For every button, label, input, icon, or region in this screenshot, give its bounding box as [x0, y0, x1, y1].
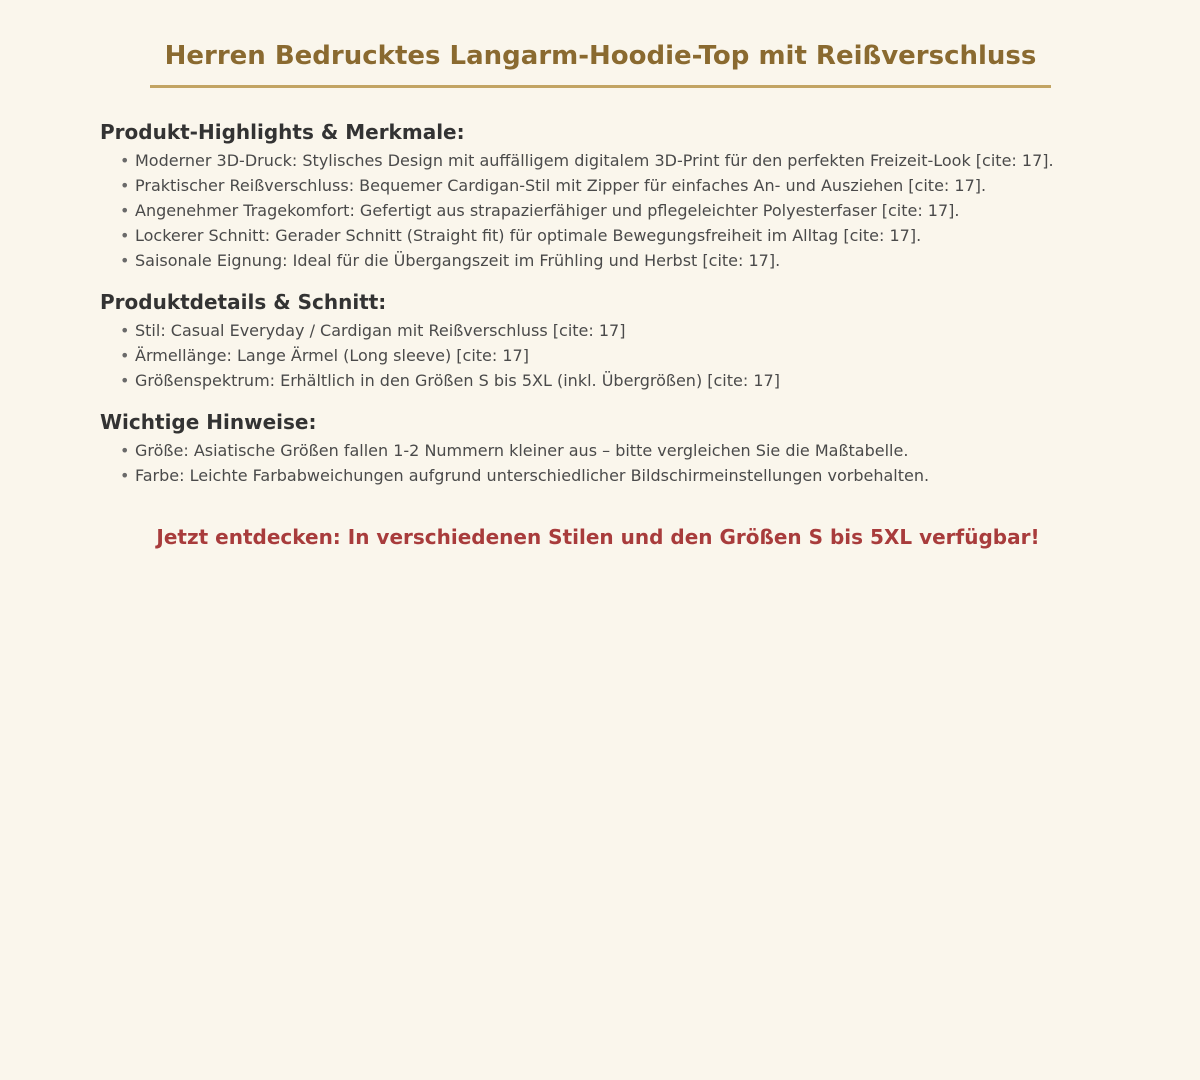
- list-item-text: Praktischer Reißverschluss: Bequemer Cardigan-Stil mit Zipper für einfaches An- und Ausziehen [cite: 17].: [135, 176, 987, 195]
- bullet-icon: •: [120, 371, 130, 390]
- list-item: [120, 223, 1100, 248]
- bullet-icon: •: [120, 466, 130, 485]
- call-to-action: [0, 523, 1200, 551]
- bullet-icon: •: [120, 251, 130, 270]
- list-item-text: Saisonale Eignung: Ideal für die Übergangszeit im Frühling und Herbst [cite: 17].: [135, 251, 781, 270]
- list-item: [120, 463, 1100, 488]
- list-item-text: Stil: Casual Everyday / Cardigan mit Reißverschluss [cite: 17]: [135, 321, 626, 340]
- list-item-text: Größe: Asiatische Größen fallen 1-2 Nummern kleiner aus – bitte vergleichen Sie die Maßtabelle.: [135, 441, 909, 460]
- list-item: [120, 343, 1100, 368]
- page-title: Herren Bedrucktes Langarm-Hoodie-Top mit Reißverschluss: [164, 41, 1037, 71]
- list-item-text: Größenspektrum: Erhältlich in den Größen S bis 5XL (inkl. Übergrößen) [cite: 17]: [135, 371, 780, 390]
- list-item-text: Ärmellänge: Lange Ärmel (Long sleeve) [cite: 17]: [135, 346, 529, 365]
- list-item-text: Moderner 3D-Druck: Stylisches Design mit auffälligem digitalem 3D-Print für den perfekten Freizeit-Look [cite: 17].: [135, 151, 1054, 170]
- list-item: [120, 368, 1100, 393]
- list-item: [120, 148, 1100, 173]
- section-heading-details: Produktdetails & Schnitt:: [100, 290, 387, 314]
- list-item-text: Lockerer Schnitt: Gerader Schnitt (Straight fit) für optimale Bewegungsfreiheit im Alltag [cite: 17].: [135, 226, 922, 245]
- list-item-text: Angenehmer Tragekomfort: Gefertigt aus strapazierfähiger und pflegeleichter Polyesterfaser [cite: 17].: [135, 201, 960, 220]
- bullet-icon: •: [120, 321, 130, 340]
- bullet-icon: •: [120, 226, 130, 245]
- section-notes: [100, 410, 1100, 488]
- notes-list: [100, 438, 1100, 488]
- list-item: [120, 173, 1100, 198]
- bullet-icon: •: [120, 176, 130, 195]
- list-item: [120, 438, 1100, 463]
- bullet-icon: •: [120, 441, 130, 460]
- bullet-icon: •: [120, 151, 130, 170]
- call-to-action-text: Jetzt entdecken: In verschiedenen Stilen und den Größen S bis 5XL verfügbar!: [156, 525, 1040, 549]
- bullet-icon: •: [120, 346, 130, 365]
- list-item: [120, 248, 1100, 273]
- list-item-text: Farbe: Leichte Farbabweichungen aufgrund unterschiedlicher Bildschirmeinstellungen vorbehalten.: [135, 466, 930, 485]
- highlights-list: [100, 148, 1100, 273]
- list-item: [120, 318, 1100, 343]
- title-block: [150, 38, 1051, 88]
- section-heading-notes: Wichtige Hinweise:: [100, 410, 317, 434]
- section-heading-highlights: Produkt-Highlights & Merkmale:: [100, 120, 465, 144]
- list-item: [120, 198, 1100, 223]
- section-details: [100, 290, 1100, 393]
- bullet-icon: •: [120, 201, 130, 220]
- details-list: [100, 318, 1100, 393]
- section-highlights: [100, 120, 1100, 273]
